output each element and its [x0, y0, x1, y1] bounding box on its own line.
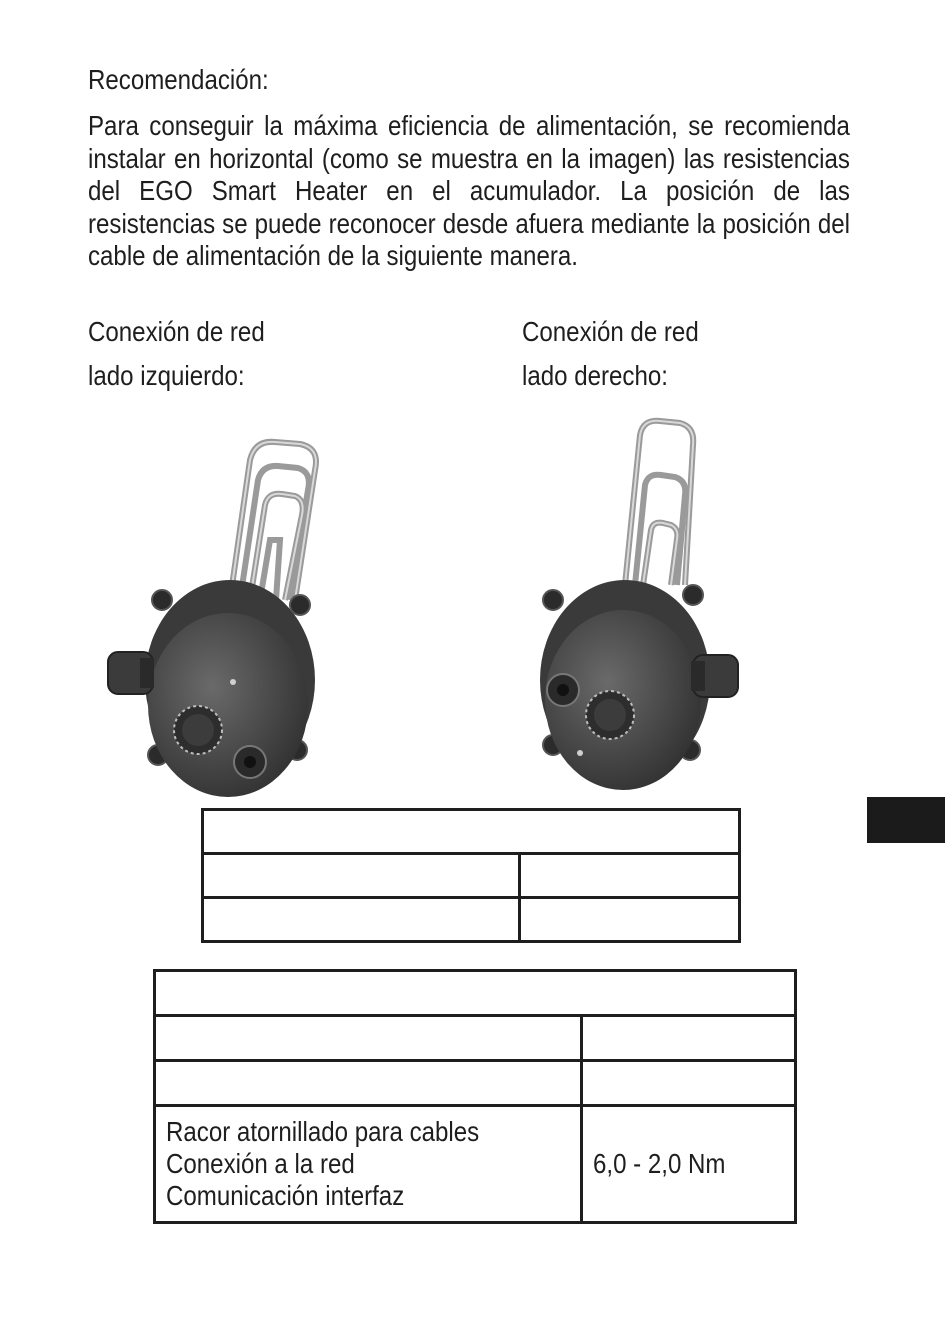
table-cell [520, 898, 740, 942]
cable-gland-label-line1: Racor atornillado para cables [166, 1116, 480, 1147]
connection-right-line1: Conexión de red [522, 316, 699, 347]
table-cell [203, 854, 520, 898]
cable-gland-label-cell [155, 1106, 582, 1223]
table-row [203, 810, 740, 854]
table-cell [582, 1061, 796, 1106]
table-cell [520, 854, 740, 898]
table-cell [155, 971, 796, 1016]
heater-right-illustration [515, 415, 755, 795]
table-row [155, 1016, 796, 1061]
table-row [203, 898, 740, 942]
heater-left-illustration [100, 430, 340, 800]
torque-table-2 [153, 969, 797, 1224]
torque-table-1 [201, 808, 741, 943]
table-row [203, 854, 740, 898]
recommendation-paragraph: Para conseguir la máxima eficiencia de alimentación, se recomienda instalar en horizontal (como se muestra en la imagen) las resistencias del EGO Smart Heater en el acumulador. La posición de las resistencias se puede reconocer desde afuera mediante la posición del cable de alimentación de la siguiente manera. [88, 110, 850, 272]
table-cell [155, 1016, 582, 1061]
connection-left-line1: Conexión de red [88, 316, 265, 347]
table-cell [155, 1061, 582, 1106]
side-tab-marker [867, 797, 945, 843]
torque-value-cell [582, 1106, 796, 1223]
cable-gland-label-line3: Comunicación interfaz [166, 1180, 405, 1211]
connection-left-line2: lado izquierdo: [88, 360, 245, 391]
table-cell [203, 810, 740, 854]
table-row [155, 1106, 796, 1223]
connection-right-line2: lado derecho: [522, 360, 668, 391]
table-cell [203, 898, 520, 942]
heading: Recomendación: [88, 64, 269, 95]
table-row [155, 1061, 796, 1106]
torque-value: 6,0 - 2,0 Nm [593, 1148, 726, 1179]
cable-gland-label-line2: Conexión a la red [166, 1148, 355, 1179]
table-row [155, 971, 796, 1016]
table-cell [582, 1016, 796, 1061]
